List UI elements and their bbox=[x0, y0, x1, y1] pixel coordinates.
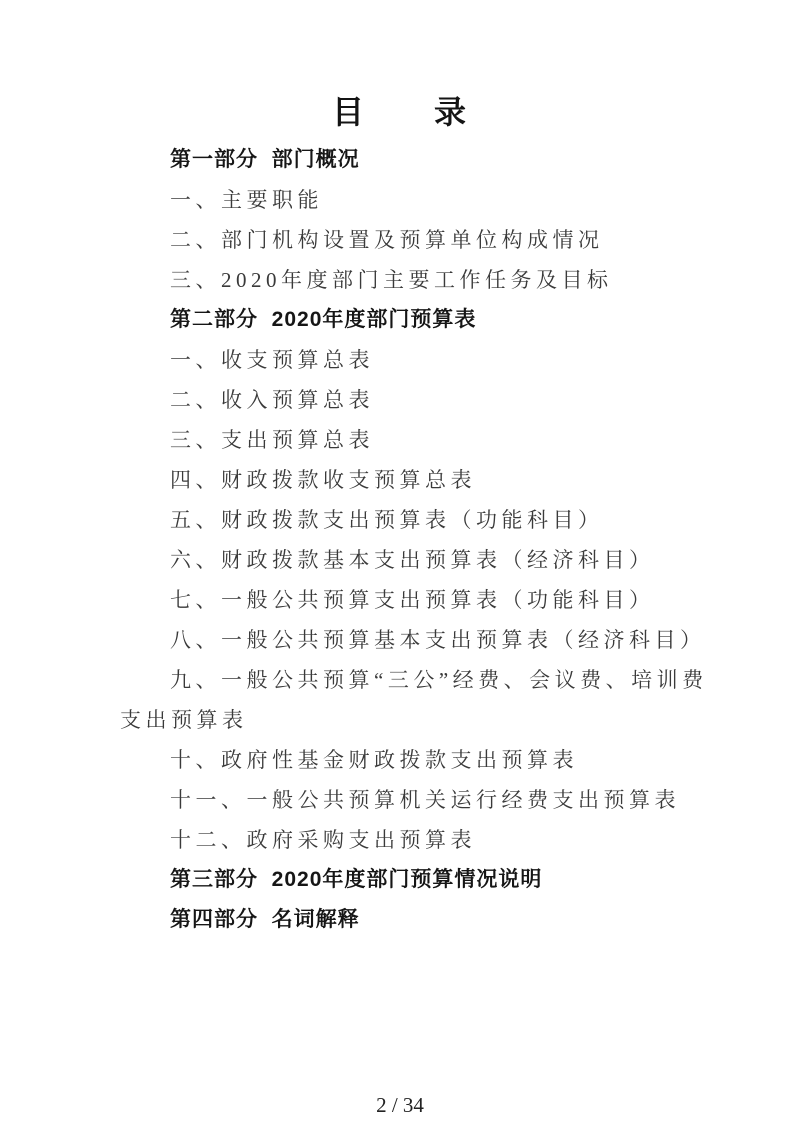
toc-entry: 七、一般公共预算支出预算表（功能科目） bbox=[170, 588, 655, 612]
table-of-contents bbox=[120, 140, 730, 940]
toc-section-heading: 第二部分 2020年度部门预算表 bbox=[170, 308, 477, 331]
toc-section-heading: 第四部分 名词解释 bbox=[170, 908, 360, 931]
toc-entry: 九、一般公共预算“三公”经费、会议费、培训费 bbox=[170, 668, 708, 692]
toc-entry: 六、财政拨款基本支出预算表（经济科目） bbox=[170, 548, 655, 572]
toc-entry: 一、收支预算总表 bbox=[170, 348, 374, 372]
toc-entry: 三、支出预算总表 bbox=[170, 428, 374, 452]
toc-entry: 十、政府性基金财政拨款支出预算表 bbox=[170, 748, 578, 772]
page-title: 目 录 bbox=[331, 94, 468, 130]
toc-entry-continuation: 支出预算表 bbox=[120, 708, 248, 732]
toc-entry: 八、一般公共预算基本支出预算表（经济科目） bbox=[170, 628, 706, 652]
page-number: 2 / 34 bbox=[376, 1093, 424, 1117]
toc-entry: 三、2020年度部门主要工作任务及目标 bbox=[170, 268, 613, 292]
toc-entry: 五、财政拨款支出预算表（功能科目） bbox=[170, 508, 604, 532]
toc-entry: 二、部门机构设置及预算单位构成情况 bbox=[170, 228, 604, 252]
toc-section-heading: 第一部分 部门概况 bbox=[170, 148, 360, 171]
toc-entry: 十二、政府采购支出预算表 bbox=[170, 828, 476, 852]
toc-entry: 四、财政拨款收支预算总表 bbox=[170, 468, 476, 492]
toc-section-heading: 第三部分 2020年度部门预算情况说明 bbox=[170, 868, 543, 891]
toc-entry: 二、收入预算总表 bbox=[170, 388, 374, 412]
toc-entry: 十一、一般公共预算机关运行经费支出预算表 bbox=[170, 788, 680, 812]
toc-entry: 一、主要职能 bbox=[170, 188, 323, 212]
